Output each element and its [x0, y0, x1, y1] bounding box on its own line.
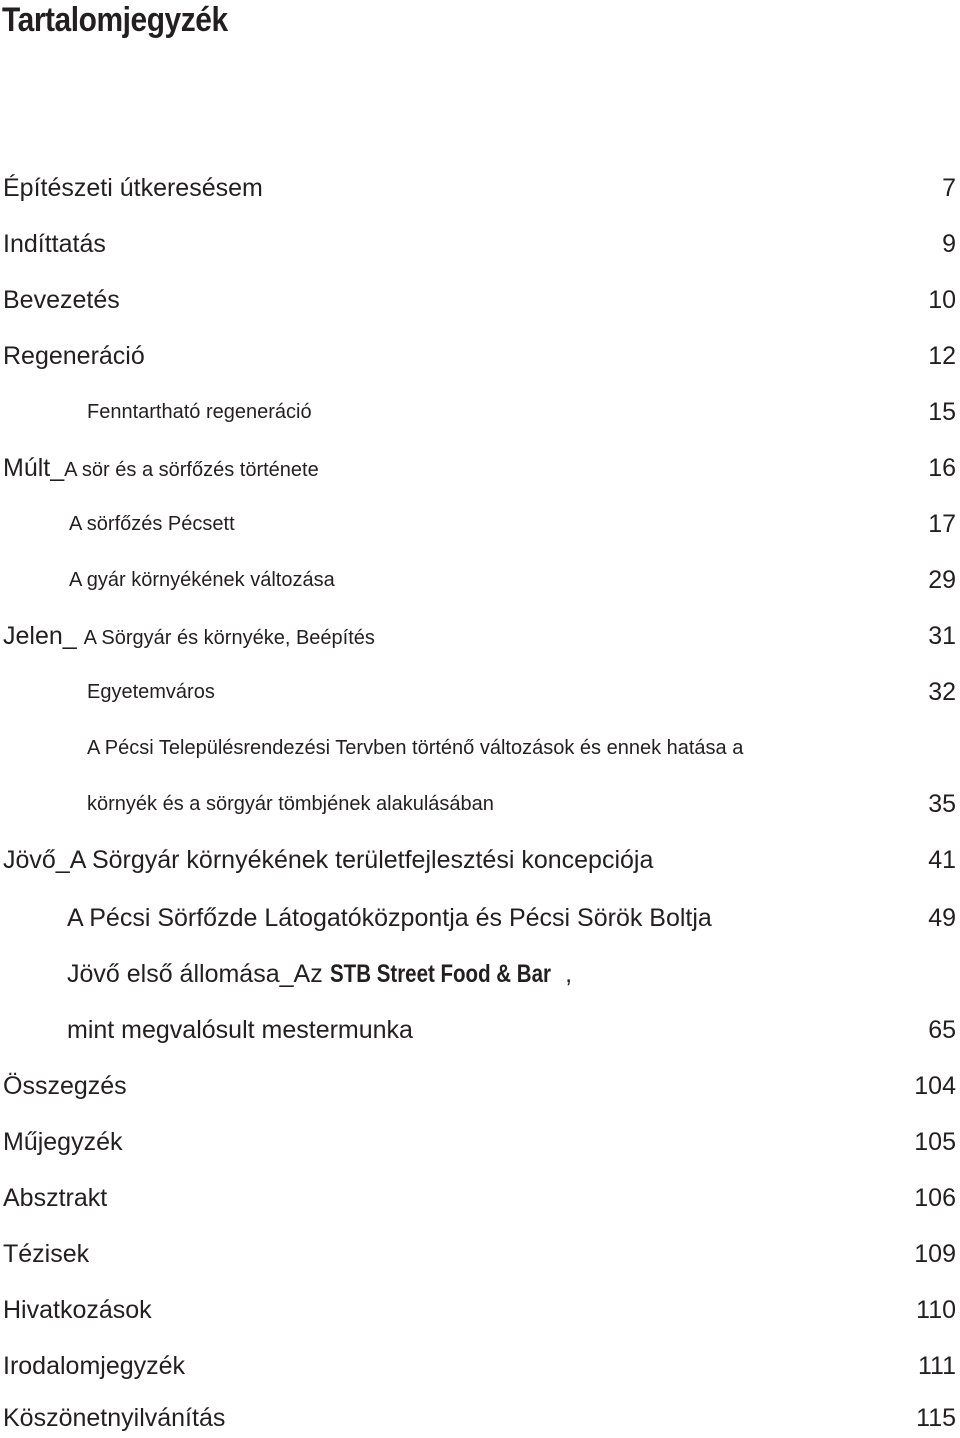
toc-entry-title: A Pécsi Sörfőzde Látogatóközpontja és Pécsi Sörök Boltja [67, 904, 712, 932]
toc-entry-page: 29 [928, 566, 956, 594]
toc-entry-title: környék és a sörgyár tömbjének alakulásában [87, 793, 494, 815]
page-title: Tartalomjegyzék [2, 1, 228, 39]
toc-entry-page: 106 [914, 1184, 956, 1212]
toc-entry-page: 7 [942, 174, 956, 202]
toc-entry-page: 109 [914, 1240, 956, 1268]
toc-entry-title: Tézisek [3, 1240, 90, 1268]
toc-entry [0, 560, 960, 600]
toc-entry-title [3, 616, 375, 660]
toc-entry [0, 224, 960, 264]
toc-entry [0, 280, 960, 320]
toc-entry-title: Műjegyzék [3, 1128, 123, 1156]
toc-entry-title: Jövő_A Sörgyár környékének területfejlesztési koncepciója [3, 846, 654, 874]
toc-entry [0, 392, 960, 432]
toc-entry-page: 104 [914, 1072, 956, 1100]
toc-entry-title: Építészeti útkeresésem [3, 174, 263, 202]
toc-entry-text: Jövő első állomása_Az [67, 960, 330, 988]
toc-entry-page: 12 [928, 342, 956, 370]
toc-entry-title: Egyetemváros [87, 681, 215, 703]
toc-entry [0, 954, 960, 994]
toc-entry-title: Regeneráció [3, 342, 145, 370]
toc-entry-title [3, 448, 319, 492]
toc-entry-title: Fenntartható regeneráció [87, 401, 312, 423]
toc-entry-page: 110 [916, 1296, 956, 1324]
toc-entry-page: 9 [942, 230, 956, 258]
toc-entry-page: 115 [916, 1404, 956, 1432]
toc-entry [0, 784, 960, 824]
toc-entry-title: mint megvalósult mestermunka [67, 1016, 413, 1044]
toc-entry [0, 1346, 960, 1386]
toc-entry-prefix: Jelen_ [3, 622, 84, 650]
toc-entry [0, 1234, 960, 1274]
toc-entry [0, 1178, 960, 1218]
toc-entry-page: 15 [928, 398, 956, 426]
toc-entry [0, 1398, 960, 1438]
toc-entry-title: Irodalomjegyzék [3, 1352, 186, 1380]
toc-entry-title: A sörfőzés Pécsett [69, 513, 235, 535]
toc-entry [0, 1290, 960, 1330]
toc-entry-subtitle: A Sörgyár és környéke, Beépítés [83, 627, 375, 649]
toc-entry-page: 111 [917, 1352, 956, 1380]
toc-entry [0, 1066, 960, 1106]
toc-entry-title: Összegzés [3, 1072, 127, 1100]
toc-entry-page: 49 [928, 904, 956, 932]
toc-entry [0, 1122, 960, 1162]
toc-entry-title: Absztrakt [3, 1184, 108, 1212]
toc-entry-title: A Pécsi Településrendezési Tervben történő változások és ennek hatása a [87, 737, 744, 759]
toc-entry-page: 10 [928, 286, 956, 314]
toc-entry [0, 898, 960, 938]
toc-entry-page: 16 [928, 454, 956, 482]
toc-entry [0, 336, 960, 376]
toc-entry-title: Hivatkozások [3, 1296, 152, 1324]
toc-entry [0, 1010, 960, 1050]
toc-entry-punct: , [565, 960, 573, 988]
toc-entry-title: Indíttatás [3, 230, 106, 258]
toc-entry-page: 32 [928, 678, 956, 706]
toc-entry-page: 105 [914, 1128, 956, 1156]
toc-entry-title: A gyár környékének változása [69, 569, 335, 591]
toc-entry-page: 17 [928, 510, 956, 538]
toc-entry-title: Köszönetnyilvánítás [3, 1404, 226, 1432]
toc-entry [0, 840, 960, 880]
toc-entry-page: 35 [928, 790, 956, 818]
toc-entry [0, 672, 960, 712]
toc-entry [0, 168, 960, 208]
toc-entry-prefix: Múlt_ [3, 454, 65, 482]
toc-entry [0, 728, 960, 768]
toc-entry [0, 504, 960, 544]
toc-entry-page: 41 [928, 846, 956, 874]
toc-entry-page: 31 [928, 622, 956, 650]
toc-entry-bold-name: STB Street Food & Bar [329, 960, 551, 988]
toc-entry-title [67, 954, 572, 994]
toc-entry [0, 616, 960, 656]
toc-entry-title: Bevezetés [3, 286, 120, 314]
toc-entry-subtitle: A sör és a sörfőzés története [64, 459, 319, 481]
toc-entry [0, 448, 960, 488]
toc-entry-page: 65 [928, 1016, 956, 1044]
